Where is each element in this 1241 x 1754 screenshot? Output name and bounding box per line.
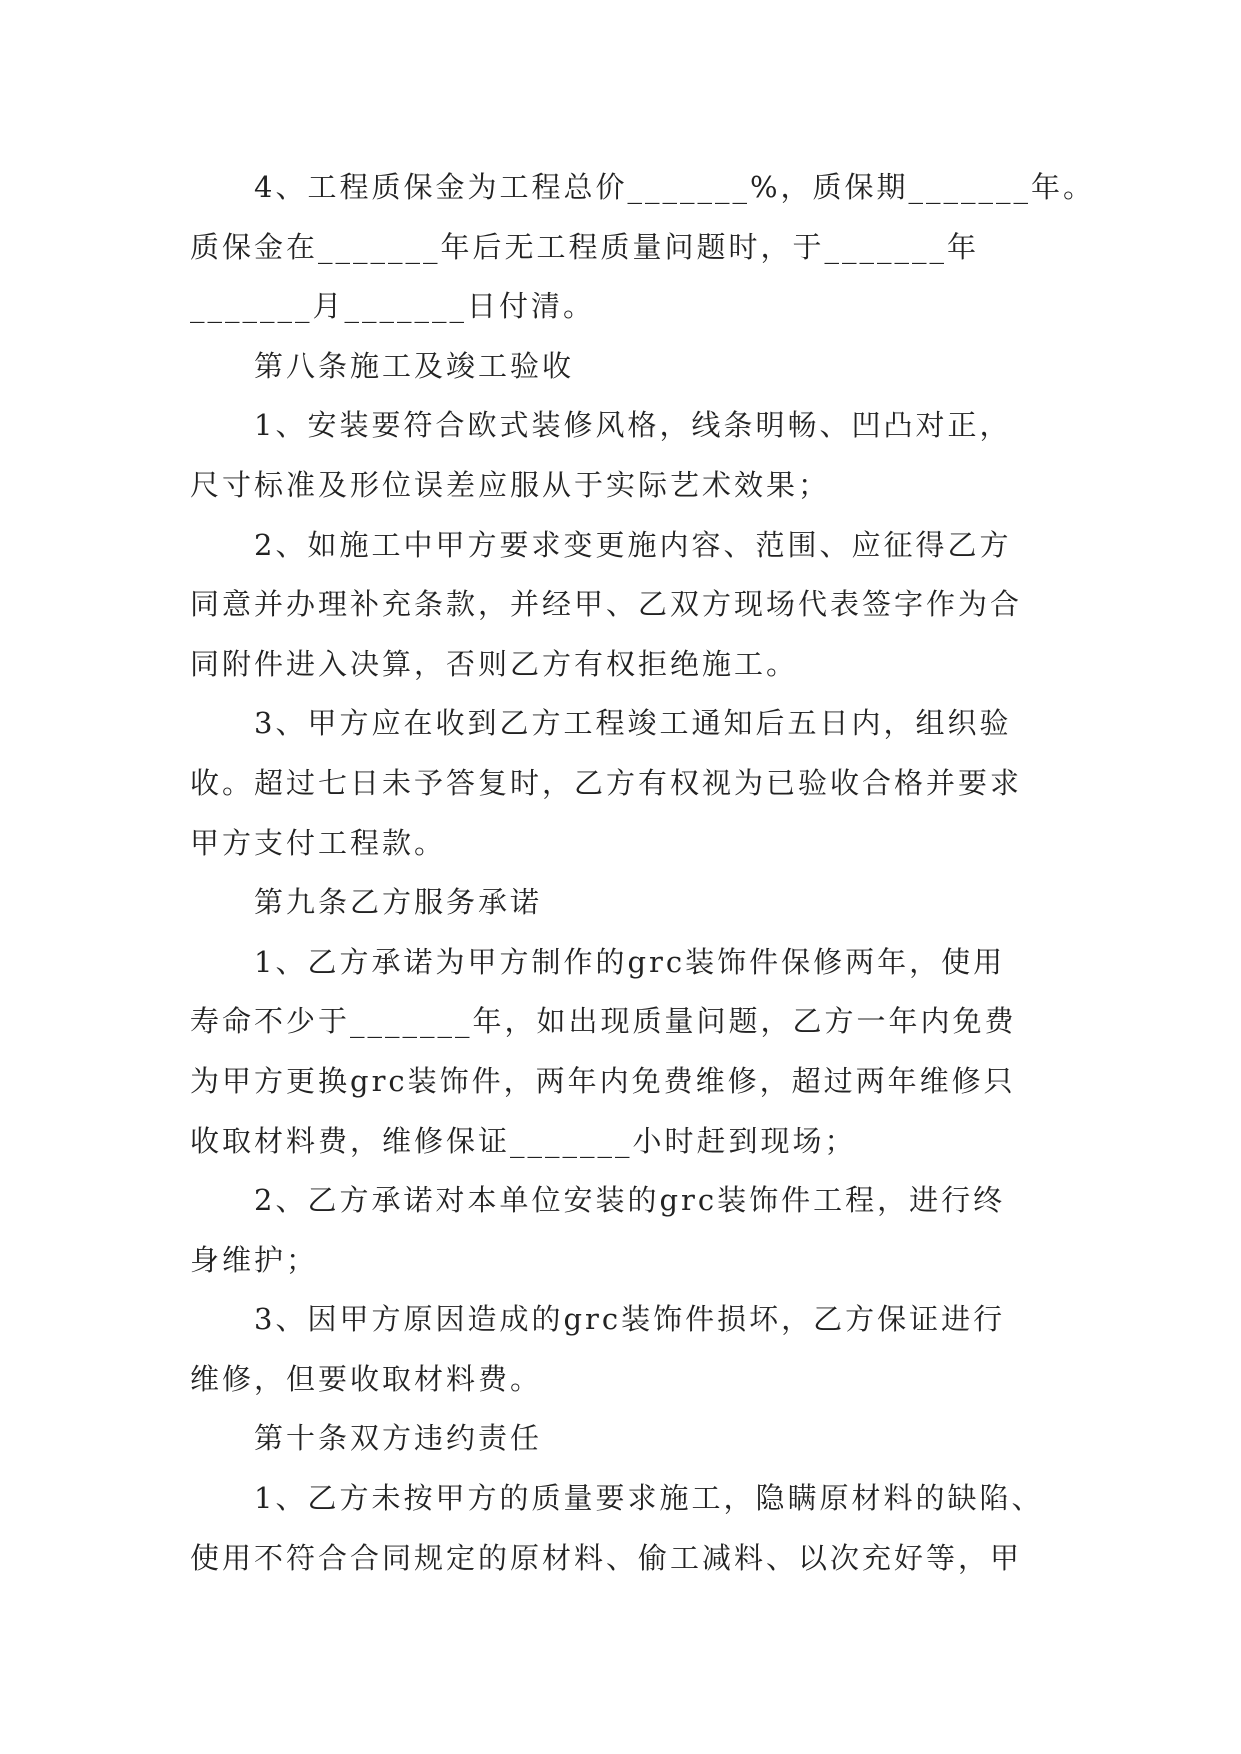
article-9-item-3-line-2: 维修，但要收取材料费。 bbox=[190, 1361, 543, 1396]
article-9-item-3-line-1: 3、因甲方原因造成的grc装饰件损坏，乙方保证进行 bbox=[254, 1302, 1006, 1337]
article-9-item-1-line-4: 收取材料费，维修保证_______小时赶到现场； bbox=[190, 1123, 857, 1158]
article-8-heading: 第八条施工及竣工验收 bbox=[254, 348, 575, 383]
article-8-item-3-line-1: 3、甲方应在收到乙方工程竣工通知后五日内，组织验 bbox=[254, 706, 1012, 741]
article-10-heading: 第十条双方违约责任 bbox=[254, 1421, 543, 1456]
article-9-item-1-line-1: 1、乙方承诺为甲方制作的grc装饰件保修两年，使用 bbox=[254, 944, 1006, 979]
clause-7-item-4-line-1: 4、工程质保金为工程总价_______%，质保期_______年。 bbox=[254, 170, 1096, 204]
article-10-item-1-line-1: 1、乙方未按甲方的质量要求施工，隐瞒原材料的缺陷、 bbox=[254, 1481, 1044, 1516]
article-10-item-1-line-2: 使用不符合合同规定的原材料、偷工减料、以次充好等，甲 bbox=[190, 1540, 1023, 1575]
article-9-item-2-line-2: 身维护； bbox=[190, 1242, 319, 1277]
article-9-item-1-line-2: 寿命不少于_______年，如出现质量问题，乙方一年内免费 bbox=[190, 1004, 1017, 1039]
article-8-item-2-line-3: 同附件进入决算，否则乙方有权拒绝施工。 bbox=[190, 646, 799, 681]
article-9-item-2-line-1: 2、乙方承诺对本单位安装的grc装饰件工程，进行终 bbox=[254, 1183, 1006, 1218]
article-8-item-3-line-2: 收。超过七日未予答复时，乙方有权视为已验收合格并要求 bbox=[190, 765, 1023, 800]
article-9-item-1-line-3: 为甲方更换grc装饰件，两年内免费维修，超过两年维修只 bbox=[190, 1063, 1016, 1098]
article-8-item-1-line-2: 尺寸标准及形位误差应服从于实际艺术效果； bbox=[190, 467, 831, 502]
article-8-item-2-line-1: 2、如施工中甲方要求变更施内容、范围、应征得乙方 bbox=[254, 527, 1012, 562]
clause-7-item-4-line-3: _______月_______日付清。 bbox=[190, 289, 596, 324]
article-8-item-2-line-2: 同意并办理补充条款，并经甲、乙双方现场代表签字作为合 bbox=[190, 587, 1023, 622]
article-8-item-3-line-3: 甲方支付工程款。 bbox=[190, 825, 447, 860]
article-9-heading: 第九条乙方服务承诺 bbox=[254, 885, 543, 920]
clause-7-item-4-line-2: 质保金在_______年后无工程质量问题时，于_______年 bbox=[190, 229, 980, 264]
document-body bbox=[190, 158, 1096, 1588]
article-8-item-1-line-1: 1、安装要符合欧式装修风格，线条明畅、凹凸对正， bbox=[254, 408, 1012, 443]
